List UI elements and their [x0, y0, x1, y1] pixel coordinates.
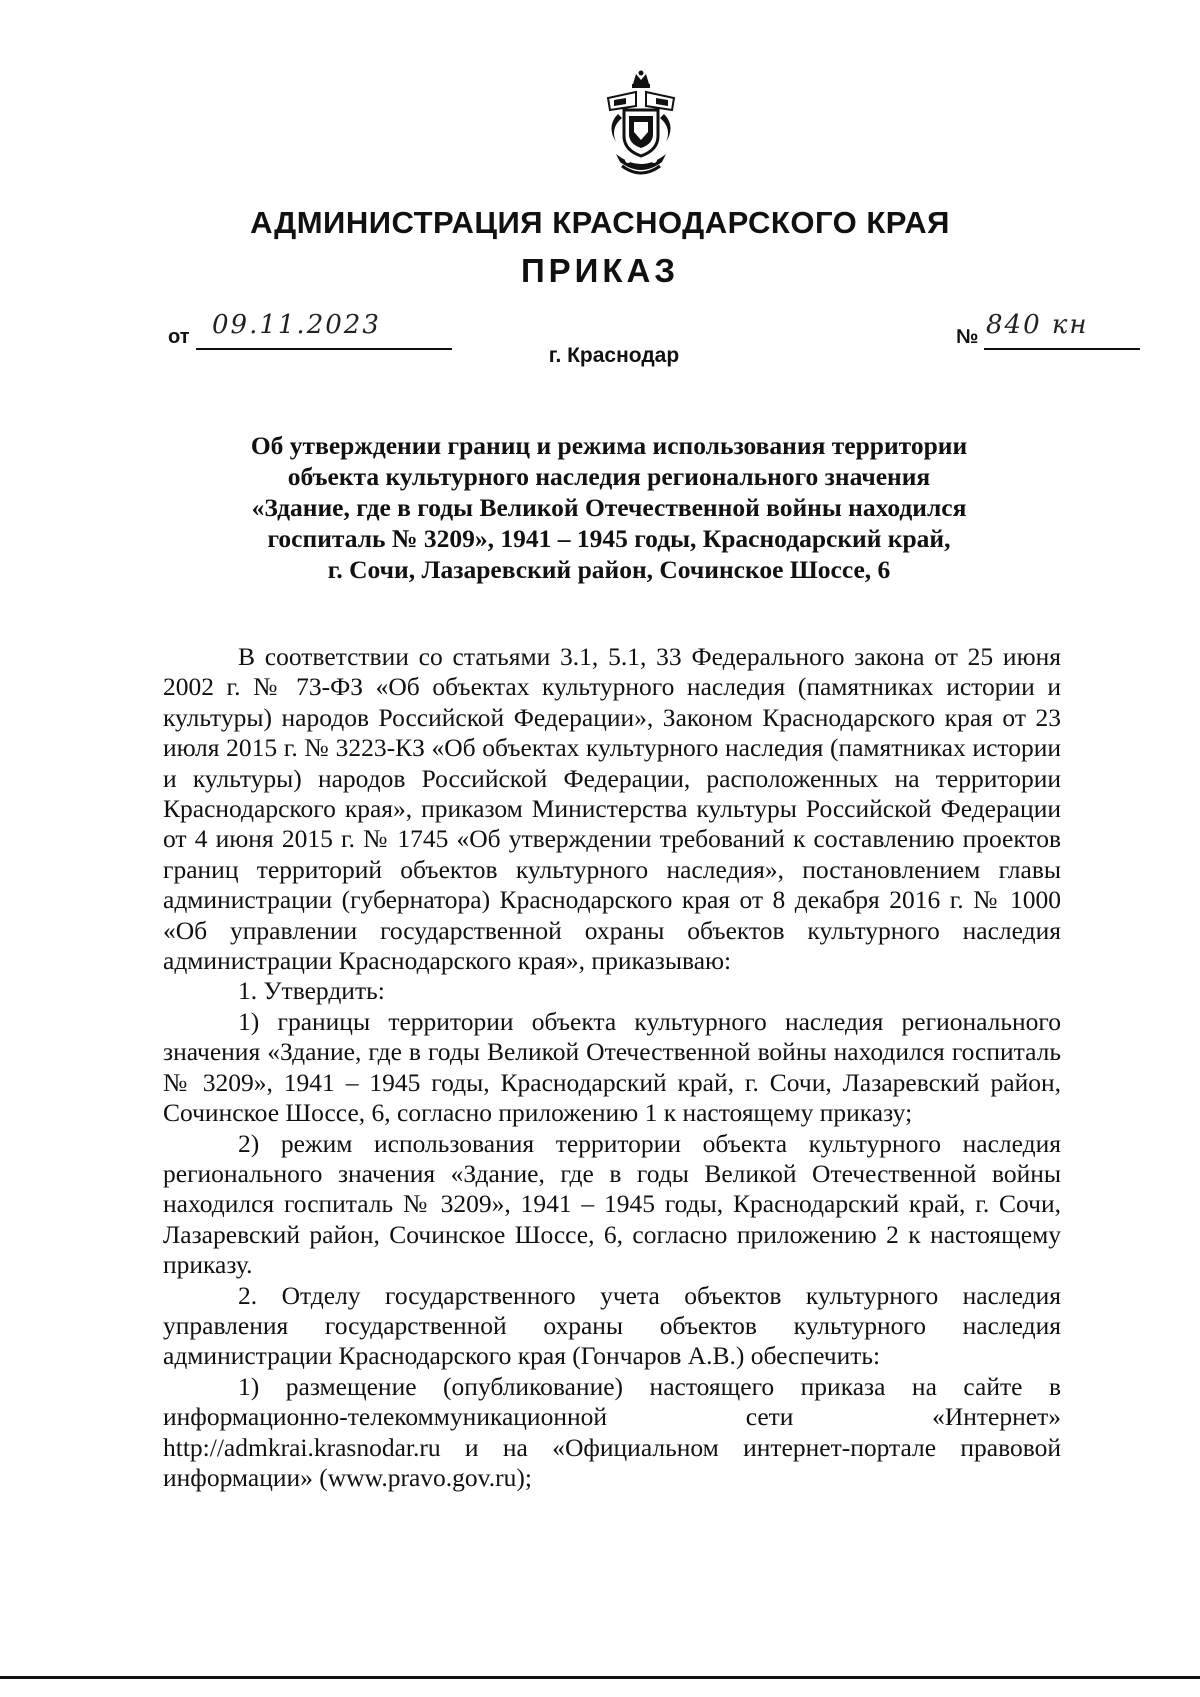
body-paragraph: 1. Утвердить: — [238, 976, 385, 1006]
body-paragraph: В соответствии со статьями 3.1, 5.1, 33 Федерального закона от 25 июня 2002 г. № 73-ФЗ «Об объектах культурного наследия (памятниках истории и культуры) народов Российской Федерации», Законом Краснодарского края от 23 июля 2015 г. № 3223-КЗ «Об объектах культурного наследия (памятниках истории и культуры) народов Российской Федерации, расположенных на территории Краснодарского края», приказом Министерства культуры Российской Федерации от 4 июня 2015 г. № 1745 «Об утверждении требований к составлению проектов границ территорий объектов культурного наследия», постановлением главы администрации (губернатора) Краснодарского края от 8 декабря 2016 г. № 1000 «Об управлении государственной охраны объектов культурного наследия администрации Краснодарского края», приказываю: — [163, 642, 1061, 976]
coat-of-arms-emblem — [596, 70, 686, 182]
organization-title: АДМИНИСТРАЦИЯ КРАСНОДАРСКОГО КРАЯ — [250, 205, 950, 240]
number-value: 840 кн — [986, 310, 1089, 340]
document-subject — [180, 430, 1038, 585]
city-label: г. Краснодар — [548, 344, 680, 367]
page-bottom-rule — [0, 1676, 1200, 1679]
document-type-title: ПРИКАЗ — [520, 252, 680, 289]
document-body — [163, 642, 1061, 1493]
body-paragraph: 1) размещение (опубликование) настоящего приказа на сайте в информационно-телекоммуникационной сети «Интернет» http://admkrai.krasnodar.ru и на «Официальном интернет-портале правовой информации» (www.pravo.gov.ru); — [163, 1371, 1061, 1492]
body-paragraph: 1) границы территории объекта культурного наследия регионального значения «Здание, где в годы Великой Отечественной войны находился госпиталь № 3209», 1941 – 1945 годы, Краснодарский край, г. Сочи, Лазаревский район, Сочинское Шоссе, 6, согласно приложению 1 к настоящему приказу; — [163, 1006, 1061, 1128]
subject-line: Об утверждении границ и режима использования территории — [250, 431, 968, 460]
subject-line: «Здание, где в годы Великой Отечественной войны находился — [251, 493, 967, 522]
body-paragraph: 2) режим использования территории объекта культурного наследия регионального значения «Здание, где в годы Великой Отечественной войны находился госпиталь № 3209», 1941 – 1945 годы, Краснодарский край, г. Сочи, Лазаревский район, Сочинское Шоссе, 6, согласно приложению 2 к настоящему приказу. — [163, 1128, 1061, 1280]
date-label: от — [168, 326, 190, 348]
number-label: № — [956, 326, 979, 348]
subject-line: объекта культурного наследия регионального значения — [287, 462, 931, 491]
subject-line: госпиталь № 3209», 1941 – 1945 годы, Краснодарский край, — [267, 524, 951, 553]
subject-line: г. Сочи, Лазаревский район, Сочинское Шоссе, 6 — [327, 555, 891, 584]
body-paragraph: 2. Отделу государственного учета объектов культурного наследия управления государственной охраны объектов культурного наследия администрации Краснодарского края (Гончаров А.В.) обеспечить: — [163, 1280, 1061, 1371]
date-value: 09.11.2023 — [212, 310, 381, 340]
